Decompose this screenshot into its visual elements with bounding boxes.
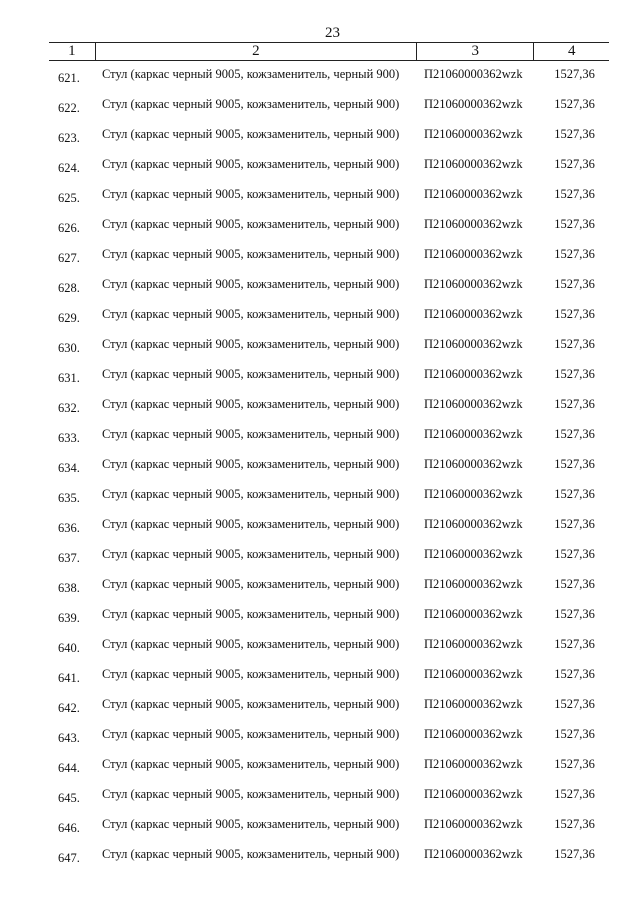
row-number: 622. — [58, 101, 80, 115]
item-price: 1527,36 — [554, 577, 595, 591]
item-name: Стул (каркас черный 9005, кожзаменитель, черный 900) — [102, 847, 400, 861]
table-row — [49, 98, 609, 128]
item-name: Стул (каркас черный 9005, кожзаменитель, черный 900) — [102, 727, 400, 741]
item-name: Стул (каркас черный 9005, кожзаменитель, черный 900) — [102, 127, 400, 141]
item-name: Стул (каркас черный 9005, кожзаменитель, черный 900) — [102, 427, 400, 441]
item-price: 1527,36 — [554, 337, 595, 351]
row-number: 641. — [58, 671, 80, 685]
item-code: П21060000362wzk — [424, 97, 523, 111]
item-code: П21060000362wzk — [424, 397, 523, 411]
row-number: 644. — [58, 761, 80, 775]
item-code: П21060000362wzk — [424, 727, 523, 741]
table-row — [49, 428, 609, 458]
table-row — [49, 548, 609, 578]
row-number: 623. — [58, 131, 80, 145]
item-code: П21060000362wzk — [424, 187, 523, 201]
row-number: 633. — [58, 431, 80, 445]
table-row — [49, 668, 609, 698]
table-row — [49, 698, 609, 728]
table-row — [49, 518, 609, 548]
item-name: Стул (каркас черный 9005, кожзаменитель, черный 900) — [102, 637, 400, 651]
item-name: Стул (каркас черный 9005, кожзаменитель, черный 900) — [102, 667, 400, 681]
table-row — [49, 128, 609, 158]
table-row — [49, 818, 609, 848]
table-row — [49, 758, 609, 788]
row-number: 630. — [58, 341, 80, 355]
row-number: 647. — [58, 851, 80, 865]
table-row — [49, 398, 609, 428]
item-price: 1527,36 — [554, 817, 595, 831]
table-row — [49, 188, 609, 218]
item-price: 1527,36 — [554, 667, 595, 681]
table-row — [49, 158, 609, 188]
table-header — [49, 42, 609, 61]
item-name: Стул (каркас черный 9005, кожзаменитель, черный 900) — [102, 697, 400, 711]
item-name: Стул (каркас черный 9005, кожзаменитель, черный 900) — [102, 277, 400, 291]
table-row — [49, 488, 609, 518]
page-number: 23 — [325, 25, 340, 41]
item-price: 1527,36 — [554, 157, 595, 171]
item-price: 1527,36 — [554, 787, 595, 801]
item-price: 1527,36 — [554, 367, 595, 381]
table-row — [49, 338, 609, 368]
row-number: 634. — [58, 461, 80, 475]
item-price: 1527,36 — [554, 277, 595, 291]
item-price: 1527,36 — [554, 427, 595, 441]
table-row — [49, 278, 609, 308]
row-number: 640. — [58, 641, 80, 655]
item-price: 1527,36 — [554, 697, 595, 711]
item-price: 1527,36 — [554, 547, 595, 561]
item-price: 1527,36 — [554, 637, 595, 651]
row-number: 646. — [58, 821, 80, 835]
item-code: П21060000362wzk — [424, 277, 523, 291]
item-name: Стул (каркас черный 9005, кожзаменитель, черный 900) — [102, 187, 400, 201]
item-price: 1527,36 — [554, 127, 595, 141]
item-price: 1527,36 — [554, 67, 595, 81]
item-price: 1527,36 — [554, 757, 595, 771]
item-code: П21060000362wzk — [424, 817, 523, 831]
row-number: 638. — [58, 581, 80, 595]
item-name: Стул (каркас черный 9005, кожзаменитель, черный 900) — [102, 367, 400, 381]
row-number: 645. — [58, 791, 80, 805]
item-name: Стул (каркас черный 9005, кожзаменитель, черный 900) — [102, 817, 400, 831]
table-body — [49, 68, 609, 878]
item-name: Стул (каркас черный 9005, кожзаменитель, черный 900) — [102, 547, 400, 561]
table-row — [49, 848, 609, 878]
item-price: 1527,36 — [554, 187, 595, 201]
item-code: П21060000362wzk — [424, 427, 523, 441]
item-name: Стул (каркас черный 9005, кожзаменитель, черный 900) — [102, 757, 400, 771]
table-row — [49, 218, 609, 248]
row-number: 626. — [58, 221, 80, 235]
item-code: П21060000362wzk — [424, 757, 523, 771]
item-price: 1527,36 — [554, 487, 595, 501]
item-code: П21060000362wzk — [424, 787, 523, 801]
item-price: 1527,36 — [554, 247, 595, 261]
item-code: П21060000362wzk — [424, 697, 523, 711]
items-table — [49, 42, 609, 878]
table-row — [49, 248, 609, 278]
item-code: П21060000362wzk — [424, 67, 523, 81]
item-code: П21060000362wzk — [424, 847, 523, 861]
item-code: П21060000362wzk — [424, 217, 523, 231]
item-name: Стул (каркас черный 9005, кожзаменитель, черный 900) — [102, 67, 400, 81]
item-name: Стул (каркас черный 9005, кожзаменитель, черный 900) — [102, 247, 400, 261]
item-price: 1527,36 — [554, 307, 595, 321]
item-price: 1527,36 — [554, 727, 595, 741]
row-number: 632. — [58, 401, 80, 415]
column-header-1: 1 — [68, 43, 76, 59]
item-name: Стул (каркас черный 9005, кожзаменитель, черный 900) — [102, 157, 400, 171]
item-name: Стул (каркас черный 9005, кожзаменитель, черный 900) — [102, 457, 400, 471]
item-code: П21060000362wzk — [424, 607, 523, 621]
row-number: 635. — [58, 491, 80, 505]
item-name: Стул (каркас черный 9005, кожзаменитель, черный 900) — [102, 397, 400, 411]
item-price: 1527,36 — [554, 217, 595, 231]
item-code: П21060000362wzk — [424, 457, 523, 471]
item-code: П21060000362wzk — [424, 337, 523, 351]
item-price: 1527,36 — [554, 457, 595, 471]
item-price: 1527,36 — [554, 97, 595, 111]
row-number: 625. — [58, 191, 80, 205]
row-number: 624. — [58, 161, 80, 175]
column-header-2: 2 — [95, 43, 416, 60]
item-price: 1527,36 — [554, 607, 595, 621]
row-number: 628. — [58, 281, 80, 295]
item-name: Стул (каркас черный 9005, кожзаменитель, черный 900) — [102, 787, 400, 801]
item-name: Стул (каркас черный 9005, кожзаменитель, черный 900) — [102, 307, 400, 321]
item-price: 1527,36 — [554, 517, 595, 531]
column-header-3: 3 — [416, 43, 533, 60]
table-row — [49, 608, 609, 638]
item-code: П21060000362wzk — [424, 157, 523, 171]
table-row — [49, 638, 609, 668]
row-number: 643. — [58, 731, 80, 745]
item-code: П21060000362wzk — [424, 547, 523, 561]
row-number: 621. — [58, 71, 80, 85]
item-code: П21060000362wzk — [424, 517, 523, 531]
item-name: Стул (каркас черный 9005, кожзаменитель, черный 900) — [102, 337, 400, 351]
item-name: Стул (каркас черный 9005, кожзаменитель, черный 900) — [102, 517, 400, 531]
row-number: 627. — [58, 251, 80, 265]
table-row — [49, 728, 609, 758]
item-code: П21060000362wzk — [424, 127, 523, 141]
item-name: Стул (каркас черный 9005, кожзаменитель, черный 900) — [102, 217, 400, 231]
row-number: 639. — [58, 611, 80, 625]
item-name: Стул (каркас черный 9005, кожзаменитель, черный 900) — [102, 97, 400, 111]
item-price: 1527,36 — [554, 847, 595, 861]
table-row — [49, 368, 609, 398]
row-number: 637. — [58, 551, 80, 565]
row-number: 631. — [58, 371, 80, 385]
table-row — [49, 458, 609, 488]
column-header-4: 4 — [533, 43, 609, 60]
item-name: Стул (каркас черный 9005, кожзаменитель, черный 900) — [102, 607, 400, 621]
table-row — [49, 578, 609, 608]
table-row — [49, 68, 609, 98]
item-code: П21060000362wzk — [424, 367, 523, 381]
row-number: 629. — [58, 311, 80, 325]
item-code: П21060000362wzk — [424, 247, 523, 261]
item-code: П21060000362wzk — [424, 487, 523, 501]
row-number: 636. — [58, 521, 80, 535]
item-code: П21060000362wzk — [424, 637, 523, 651]
row-number: 642. — [58, 701, 80, 715]
item-price: 1527,36 — [554, 397, 595, 411]
item-name: Стул (каркас черный 9005, кожзаменитель, черный 900) — [102, 577, 400, 591]
table-row — [49, 308, 609, 338]
item-code: П21060000362wzk — [424, 307, 523, 321]
item-code: П21060000362wzk — [424, 577, 523, 591]
item-code: П21060000362wzk — [424, 667, 523, 681]
item-name: Стул (каркас черный 9005, кожзаменитель, черный 900) — [102, 487, 400, 501]
table-row — [49, 788, 609, 818]
